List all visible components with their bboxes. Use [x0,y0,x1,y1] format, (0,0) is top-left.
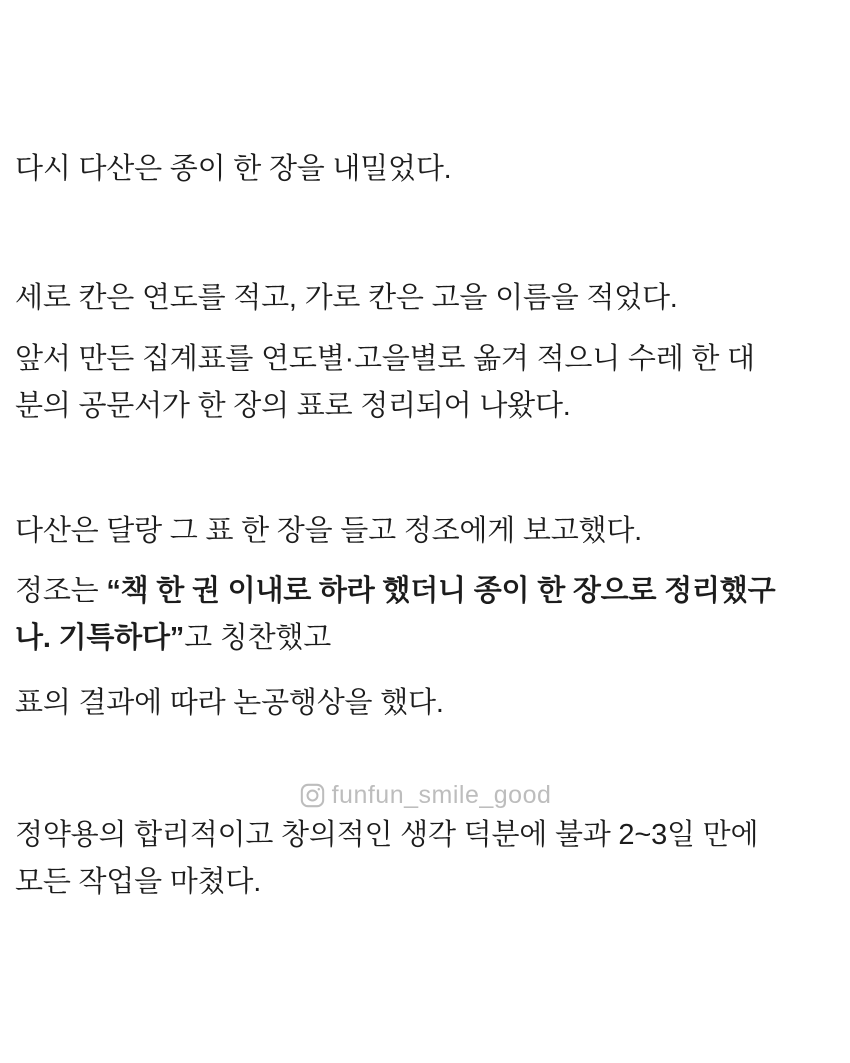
instagram-camera-icon [299,782,326,809]
paragraph-5-quote [15,568,835,662]
text-line [15,568,835,615]
text-line: 다시 다산은 종이 한 장을 내밀었다. [15,153,452,185]
text-line: 표의 결과에 따라 논공행상을 했다. [15,687,444,719]
text-line: 모든 작업을 마쳤다. [15,866,262,898]
paragraph-3 [15,336,835,430]
text-line: 앞서 만든 집계표를 연도별·고을별로 옮겨 적으니 수레 한 대 [15,343,755,375]
quote-outro: 고 칭찬했고 [184,622,332,654]
quote-bold-text: “책 한 권 이내로 하라 했더니 종이 한 장으로 정리했구 [106,575,776,607]
text-line [15,615,835,662]
quote-intro: 정조는 [15,575,107,607]
watermark [0,778,850,812]
quote-bold-text: 나. 기특하다” [15,622,185,654]
paragraph-6 [15,680,835,727]
text-line: 다산은 달랑 그 표 한 장을 들고 정조에게 보고했다. [15,515,642,547]
paragraph-1 [15,146,835,193]
text-line: 정약용의 합리적이고 창의적인 생각 덕분에 불과 2~3일 만에 [15,819,759,851]
paragraph-2 [15,275,835,322]
paragraph-4 [15,508,835,555]
text-line: 세로 칸은 연도를 적고, 가로 칸은 고을 이름을 적었다. [15,282,678,314]
text-line: 분의 공문서가 한 장의 표로 정리되어 나왔다. [15,390,571,422]
paragraph-7 [15,812,835,906]
watermark-handle: funfun_smile_good [331,781,552,809]
